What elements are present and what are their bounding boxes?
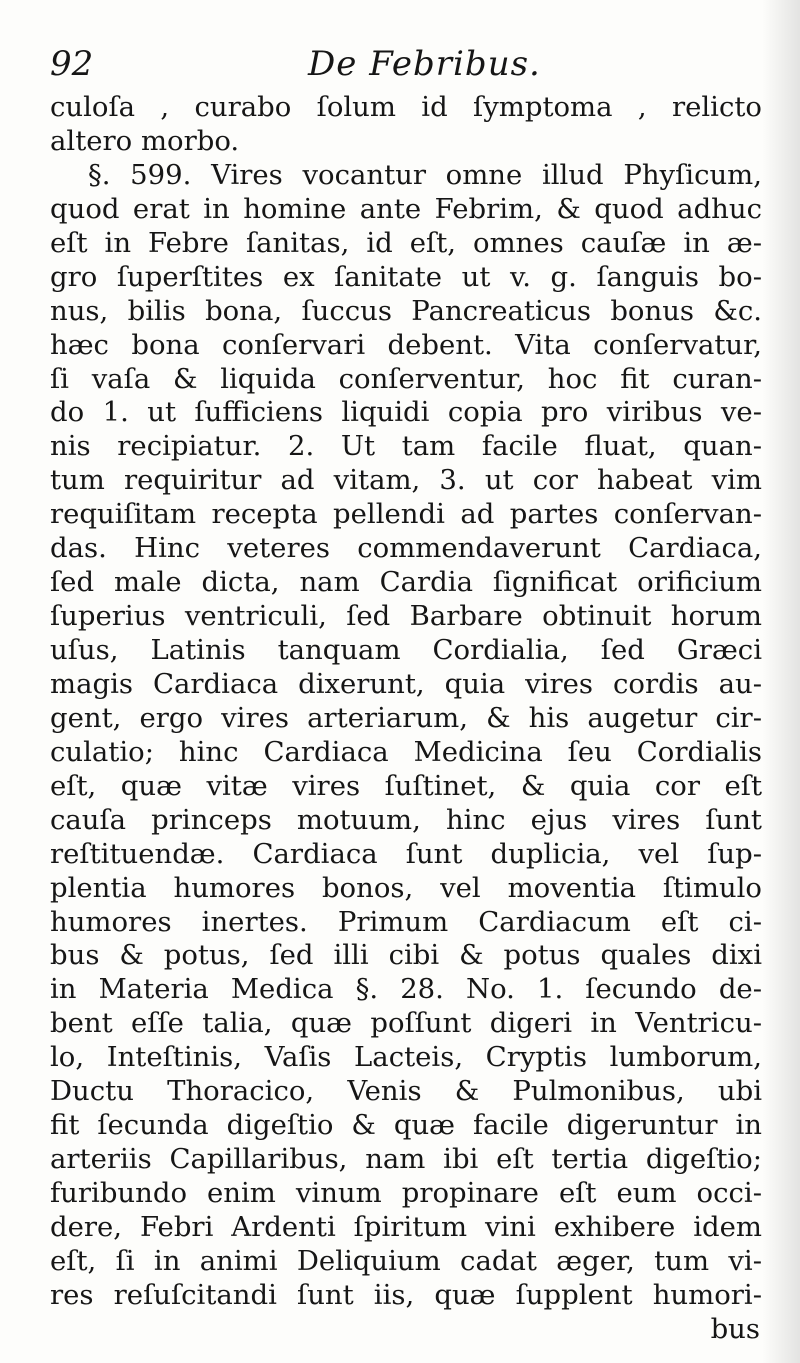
text-line: hæc bona conſervari debent. Vita conſervatur, xyxy=(50,328,762,361)
text-line: culatio; hinc Cardiaca Medicina ſeu Cordialis xyxy=(50,735,762,768)
text-line: bent eſſe talia, quæ poſſunt digeri in Ventricu- xyxy=(50,1007,762,1040)
text-line: magis Cardiaca dixerunt, quia vires cordis au- xyxy=(50,667,762,700)
running-title: De Febribus. xyxy=(308,44,541,84)
text-line: lo, Inteſtinis, Vaſis Lacteis, Cryptis lumborum, xyxy=(50,1041,762,1074)
text-line: plentia humores bonos, vel moventia ſtimulo xyxy=(50,871,762,904)
text-line: altero morbo. xyxy=(50,124,240,157)
text-line: furibundo enim vinum propinare eſt eum occi- xyxy=(50,1177,762,1209)
text-line: arteriis Capillaribus, nam ibi eſt tertia digeſtio; xyxy=(50,1143,762,1176)
text-line: res reſuſcitandi ſunt iis, quæ ſupplent humori- xyxy=(50,1278,762,1311)
text-line: reſtituendæ. Cardiaca ſunt duplicia, vel ſup- xyxy=(50,837,762,870)
text-line: eſt, ſi in animi Deliquium cadat æger, tum vi- xyxy=(50,1244,762,1277)
page-number: 92 xyxy=(50,44,94,84)
text-line: requiſitam recepta pellendi ad partes conſervan- xyxy=(50,498,762,531)
text-line: humores inertes. Primum Cardiacum eſt ci- xyxy=(50,905,762,938)
catchword: bus xyxy=(710,1312,760,1345)
text-line: quod erat in homine ante Febrim, & quod adhuc xyxy=(50,192,762,225)
text-line: nis recipiatur. 2. Ut tam facile fluat, quan- xyxy=(50,430,762,463)
text-line: bus & potus, ſed illi cibi & potus quales dixi xyxy=(50,939,762,972)
text-line: eſt, quæ vitæ vires ſuſtinet, & quia cor eſt xyxy=(50,769,762,802)
text-line: ſed male dicta, nam Cardia ſignificat orificium xyxy=(50,566,762,599)
text-line: Ductu Thoracico, Venis & Pulmonibus, ubi xyxy=(50,1075,762,1108)
text-line: eſt in Febre ſanitas, id eſt, omnes cauſæ in æ- xyxy=(50,226,762,259)
section-start-line: §. 599. Vires vocantur omne illud Phyſicum, xyxy=(88,158,762,191)
text-line: culoſa , curabo ſolum id ſymptoma , relicto xyxy=(50,91,762,123)
text-line: tum requiritur ad vitam, 3. ut cor habeat vim xyxy=(50,464,762,497)
text-line: fit ſecunda digeſtio & quæ facile digeruntur in xyxy=(50,1109,762,1142)
text-line: uſus, Latinis tanquam Cordialia, ſed Græci xyxy=(50,634,762,666)
body-text xyxy=(50,91,762,1347)
text-line: dere, Febri Ardenti ſpiritum vini exhibere idem xyxy=(50,1210,762,1243)
text-line: cauſa princeps motuum, hinc ejus vires ſunt xyxy=(50,803,762,836)
text-line: ſi vaſa & liquida conſerventur, hoc fit curan- xyxy=(50,362,762,395)
text-line: gent, ergo vires arteriarum, & his augetur cir- xyxy=(50,701,762,734)
text-line: das. Hinc veteres commendaverunt Cardiaca, xyxy=(50,532,762,565)
text-line: ſuperius ventriculi, ſed Barbare obtinuit horum xyxy=(50,600,762,633)
text-line: nus, bilis bona, ſuccus Pancreaticus bonus &c. xyxy=(50,294,762,327)
text-line: gro ſuperſtites ex ſanitate ut v. g. ſanguis bo- xyxy=(50,260,762,293)
running-head xyxy=(50,40,755,86)
text-line: do 1. ut ſufficiens liquidi copia pro viribus ve- xyxy=(50,396,762,429)
text-line: in Materia Medica §. 28. No. 1. ſecundo de- xyxy=(50,973,762,1006)
